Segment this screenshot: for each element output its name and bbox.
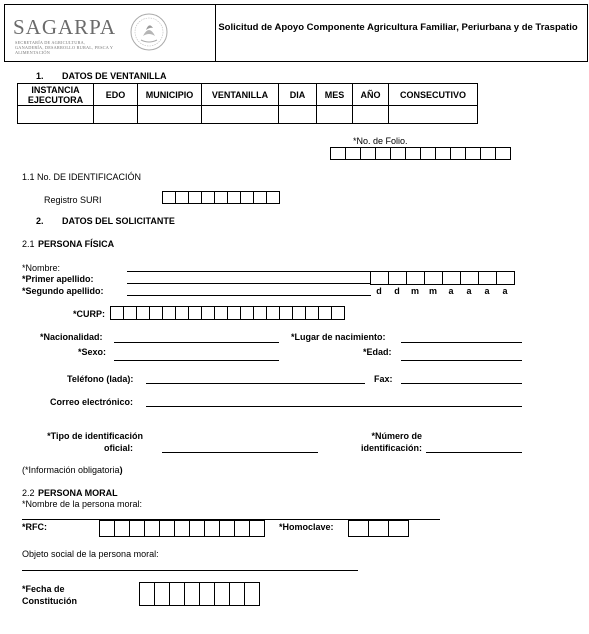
col-municipio: MUNICIPIO <box>138 84 202 106</box>
field-ventanilla[interactable] <box>202 106 279 124</box>
nacionalidad-line[interactable] <box>114 342 279 343</box>
field-dia[interactable] <box>279 106 317 124</box>
col-ventanilla: VENTANILLA <box>202 84 279 106</box>
date-letter-a2: a <box>466 286 472 296</box>
col-edo: EDO <box>94 84 138 106</box>
lugar-nacimiento-label: *Lugar de nacimiento: <box>291 332 386 342</box>
section2-2-title: PERSONA MORAL <box>38 488 118 498</box>
fecha-constitucion-label-line2: Constitución <box>22 596 77 606</box>
fecha-constitucion-label-line1: *Fecha de <box>22 584 65 594</box>
col-instancia-ejecutora: INSTANCIA EJECUTORA <box>18 84 94 106</box>
telefono-line[interactable] <box>146 383 365 384</box>
section1-1-title: 1.1 No. DE IDENTIFICACIÓN <box>22 172 142 182</box>
sagarpa-logo: SAGARPA <box>13 15 117 39</box>
telefono-label: Teléfono (lada): <box>67 374 134 384</box>
edad-label: *Edad: <box>363 347 392 357</box>
date-letter-a4: a <box>502 286 508 296</box>
mexico-seal-icon <box>129 12 169 52</box>
nombre-moral-label: *Nombre de la persona moral: <box>22 499 143 509</box>
birthdate-boxes[interactable] <box>370 271 515 285</box>
nacionalidad-label: *Nacionalidad: <box>40 332 103 342</box>
obligatoria-note: (*Información obligatoria) <box>22 465 123 475</box>
tipo-id-line[interactable] <box>162 452 318 453</box>
date-letter-a3: a <box>484 286 490 296</box>
date-letter-d1: d <box>376 286 382 296</box>
fecha-constitucion-boxes[interactable] <box>139 582 260 606</box>
folio-boxes[interactable] <box>330 147 511 160</box>
primer-apellido-line[interactable] <box>127 283 371 284</box>
curp-label: *CURP: <box>73 309 106 319</box>
section1-title: DATOS DE VENTANILLA <box>62 71 167 81</box>
col-consecutivo: CONSECUTIVO <box>389 84 478 106</box>
section2-number: 2. <box>36 216 44 226</box>
numero-id-label-line2: identificación: <box>360 443 422 453</box>
correo-label: Correo electrónico: <box>50 397 134 407</box>
field-consecutivo[interactable] <box>389 106 478 124</box>
fax-label: Fax: <box>374 374 393 384</box>
fax-line[interactable] <box>401 383 522 384</box>
homoclave-label: *Homoclave: <box>279 522 334 532</box>
folio-label: *No. de Folio. <box>353 136 408 146</box>
date-letter-m1: m <box>410 286 419 296</box>
section1-number: 1. <box>36 71 44 81</box>
form-header <box>4 4 588 62</box>
edad-line[interactable] <box>401 360 522 361</box>
date-letter-a1: a <box>448 286 454 296</box>
sagarpa-logo-subtext: SECRETARÍA DE AGRICULTURA, GANADERÍA, DESARROLLO RURAL, PESCA Y ALIMENTACIÓN <box>15 40 114 55</box>
registro-suri-label: Registro SURI <box>44 195 102 205</box>
lugar-nacimiento-line[interactable] <box>401 342 522 343</box>
date-letter-m2: m <box>428 286 437 296</box>
ventanilla-table <box>17 83 478 124</box>
primer-apellido-label: *Primer apellido: <box>22 274 94 284</box>
rfc-label: *RFC: <box>22 522 47 532</box>
col-dia: DIA <box>279 84 317 106</box>
objeto-social-label: Objeto social de la persona moral: <box>22 549 159 559</box>
section2-2-number: 2.2 <box>22 488 35 498</box>
tipo-id-label-line1: *Tipo de identificación <box>47 431 143 441</box>
segundo-apellido-label: *Segundo apellido: <box>22 286 104 296</box>
numero-id-line[interactable] <box>426 452 522 453</box>
col-anio: AÑO <box>353 84 389 106</box>
col-mes: MES <box>317 84 353 106</box>
numero-id-label-line1: *Número de <box>371 431 422 441</box>
tipo-id-label-line2: oficial: <box>103 443 133 453</box>
segundo-apellido-line[interactable] <box>127 295 371 296</box>
section2-1-title: PERSONA FÍSICA <box>38 239 115 249</box>
rfc-boxes[interactable] <box>99 520 265 537</box>
field-edo[interactable] <box>94 106 138 124</box>
form-title: Solicitud de Apoyo Componente Agricultura Familiar, Periurbana y de Traspatio <box>218 22 578 33</box>
homoclave-boxes[interactable] <box>348 520 409 537</box>
sexo-line[interactable] <box>114 360 279 361</box>
correo-line[interactable] <box>146 406 522 407</box>
curp-boxes[interactable] <box>110 306 345 320</box>
sexo-label: *Sexo: <box>78 347 107 357</box>
date-letter-d2: d <box>394 286 400 296</box>
nombre-label: *Nombre: <box>22 263 61 273</box>
objeto-social-line[interactable] <box>22 570 358 571</box>
field-mes[interactable] <box>317 106 353 124</box>
registro-suri-boxes[interactable] <box>162 191 280 204</box>
section2-1-number: 2.1 <box>22 239 35 249</box>
section2-title: DATOS DEL SOLICITANTE <box>62 216 175 226</box>
nombre-line[interactable] <box>127 271 371 272</box>
header-divider <box>215 5 216 61</box>
field-anio[interactable] <box>353 106 389 124</box>
field-instancia-ejecutora[interactable] <box>18 106 94 124</box>
field-municipio[interactable] <box>138 106 202 124</box>
